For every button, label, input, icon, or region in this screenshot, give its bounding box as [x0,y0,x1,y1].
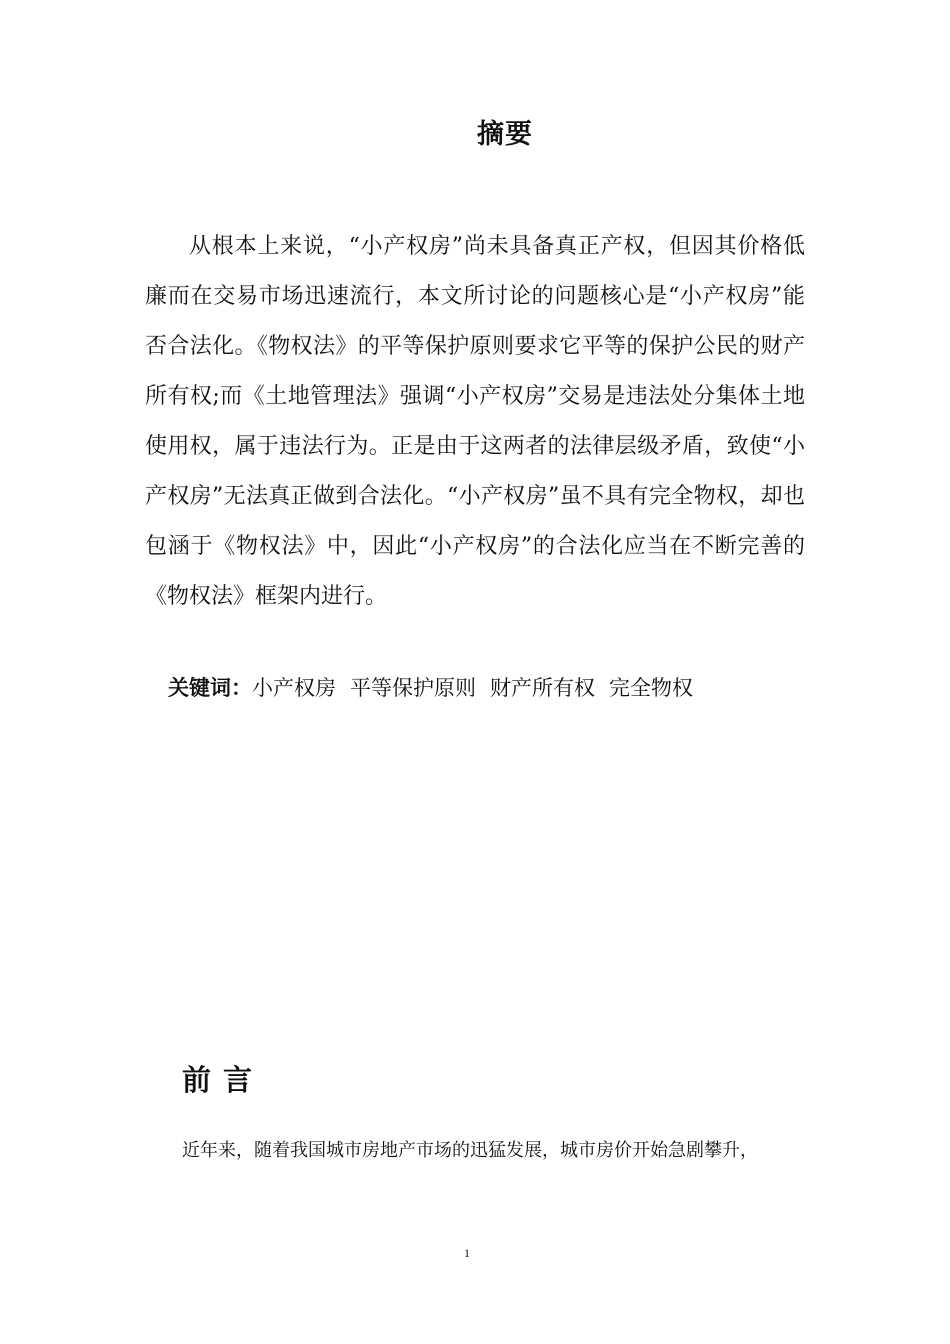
page-number: 1 [464,1246,470,1260]
preface-body: 近年来，随着我国城市房地产市场的迅猛发展，城市房价开始急剧攀升， [182,1140,758,1161]
keyword-item: 小产权房 [252,676,336,700]
keyword-item: 完全物权 [609,676,693,700]
keywords-line [168,668,707,708]
preface-title: 前言 [182,1063,265,1097]
keywords-label: 关键词： [168,676,252,700]
keyword-item: 平等保护原则 [350,676,476,700]
keyword-item: 财产所有权 [490,676,595,700]
abstract-body: 从根本上来说，“小产权房”尚未具备真正产权，但因其价格低廉而在交易市场迅速流行，本文所讨论的问题核心是“小产权房”能否合法化。《物权法》的平等保护原则要求它平等的保护公民的财产所有权;而《土地管理法》强调“小产权房”交易是违法处分集体土地使用权，属于违法行为。正是由于这两者的法律层级矛盾，致使“小产权房”无法真正做到合法化。“小产权房”虽不具有完全物权，却也包涵于《物权法》中，因此“小产权房”的合法化应当在不断完善的《物权法》框架内进行。 [145,234,805,609]
abstract-title: 摘要 [477,119,533,150]
